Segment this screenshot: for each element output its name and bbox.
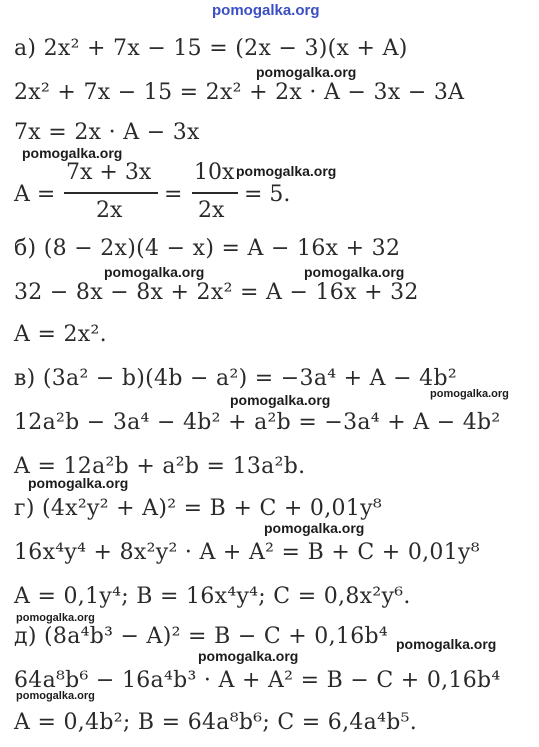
equation-a-2: 2x² + 7x − 15 = 2x² + 2x · A − 3x − 3A bbox=[14, 80, 465, 105]
equation-a-3: 7x = 2x · A − 3x bbox=[14, 120, 200, 145]
watermark: pomogalka.org bbox=[28, 475, 129, 491]
equation-a-4-left: A = bbox=[14, 182, 56, 207]
fraction-bar bbox=[64, 192, 158, 194]
equation-d-2: 64a⁸b⁶ − 16a⁴b³ · A + A² = B − C + 0,16b⁴ bbox=[14, 668, 501, 693]
watermark: pomogalka.org bbox=[230, 392, 331, 408]
watermark: pomogalka.org bbox=[16, 690, 95, 702]
fraction-denominator: 2x bbox=[198, 198, 225, 223]
watermark-top: pomogalka.org bbox=[212, 2, 320, 19]
equation-a-4-result: = 5. bbox=[244, 182, 291, 207]
watermark: pomogalka.org bbox=[304, 264, 405, 280]
watermark: pomogalka.org bbox=[16, 612, 95, 624]
watermark: pomogalka.org bbox=[256, 64, 357, 80]
equation-v-2: 12a²b − 3a⁴ − 4b² + a²b = −3a⁴ + A − 4b² bbox=[14, 410, 501, 435]
watermark: pomogalka.org bbox=[22, 145, 123, 161]
equation-a-1: а) 2x² + 7x − 15 = (2x − 3)(x + A) bbox=[14, 36, 408, 61]
fraction-numerator: 10x bbox=[194, 160, 235, 185]
watermark: pomogalka.org bbox=[236, 163, 337, 179]
fraction-denominator: 2x bbox=[96, 198, 123, 223]
watermark: pomogalka.org bbox=[264, 520, 365, 536]
fraction-bar bbox=[192, 192, 238, 194]
equation-g-3: A = 0,1y⁴; B = 16x⁴y⁴; C = 0,8x²y⁶. bbox=[14, 584, 411, 609]
fraction-numerator: 7x + 3x bbox=[66, 160, 152, 185]
equals-sign: = bbox=[164, 182, 183, 207]
watermark: pomogalka.org bbox=[104, 264, 205, 280]
equation-b-1: б) (8 − 2x)(4 − x) = A − 16x + 32 bbox=[14, 236, 401, 261]
equation-d-3: A = 0,4b²; B = 64a⁸b⁶; C = 6,4a⁴b⁵. bbox=[14, 710, 417, 735]
watermark: pomogalka.org bbox=[430, 388, 509, 400]
equation-g-1: г) (4x²y² + A)² = B + C + 0,01y⁸ bbox=[14, 496, 382, 521]
equation-v-1: в) (3a² − b)(4b − a²) = −3a⁴ + A − 4b² bbox=[14, 366, 457, 391]
equation-d-1: д) (8a⁴b³ − A)² = B − C + 0,16b⁴ bbox=[14, 624, 388, 649]
equation-b-3: A = 2x². bbox=[14, 322, 107, 347]
equation-g-2: 16x⁴y⁴ + 8x²y² · A + A² = B + C + 0,01y⁸ bbox=[14, 540, 480, 565]
equation-v-3: A = 12a²b + a²b = 13a²b. bbox=[14, 454, 306, 479]
equation-b-2: 32 − 8x − 8x + 2x² = A − 16x + 32 bbox=[14, 280, 419, 305]
watermark: pomogalka.org bbox=[396, 636, 497, 652]
watermark: pomogalka.org bbox=[198, 648, 299, 664]
